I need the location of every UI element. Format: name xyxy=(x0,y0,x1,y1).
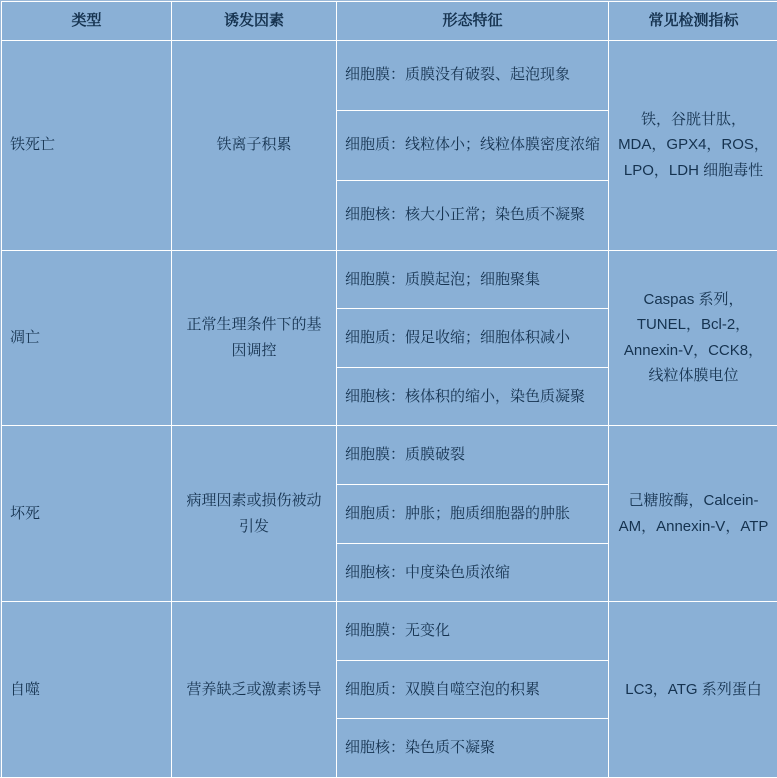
cell-trigger: 病理因素或损伤被动引发 xyxy=(172,426,337,602)
cell-markers: Caspas 系列，TUNEL，Bcl-2，Annexin-V，CCK8，线粒体膜电位 xyxy=(609,250,777,426)
cell-type: 自噬 xyxy=(2,602,172,778)
cell-morphology-cytoplasm: 细胞质：双膜自噬空泡的积累 xyxy=(337,660,609,719)
header-morphology: 形态特征 xyxy=(337,2,609,41)
cell-type: 凋亡 xyxy=(2,250,172,426)
cell-morphology-cytoplasm: 细胞质：假足收缩；细胞体积减小 xyxy=(337,309,609,368)
cell-type: 铁死亡 xyxy=(2,40,172,250)
cell-morphology-nucleus: 细胞核：核大小正常；染色质不凝聚 xyxy=(337,180,609,250)
cell-markers: LC3，ATG 系列蛋白 xyxy=(609,602,777,778)
cell-morphology-membrane: 细胞膜：质膜没有破裂、起泡现象 xyxy=(337,40,609,110)
header-markers: 常见检测指标 xyxy=(609,2,777,41)
cell-morphology-cytoplasm: 细胞质：线粒体小；线粒体膜密度浓缩 xyxy=(337,110,609,180)
cell-morphology-cytoplasm: 细胞质：肿胀；胞质细胞器的肿胀 xyxy=(337,484,609,543)
header-row xyxy=(2,2,777,41)
cell-trigger: 营养缺乏或激素诱导 xyxy=(172,602,337,778)
cell-trigger: 正常生理条件下的基因调控 xyxy=(172,250,337,426)
header-type: 类型 xyxy=(2,2,172,41)
cell-morphology-membrane: 细胞膜：质膜起泡；细胞聚集 xyxy=(337,250,609,309)
cell-type: 坏死 xyxy=(2,426,172,602)
cell-markers: 己糖胺酶，Calcein-AM，Annexin-V，ATP xyxy=(609,426,777,602)
cell-death-comparison-table xyxy=(1,1,777,778)
cell-trigger: 铁离子积累 xyxy=(172,40,337,250)
header-trigger: 诱发因素 xyxy=(172,2,337,41)
table-row xyxy=(2,250,777,309)
cell-morphology-nucleus: 细胞核：中度染色质浓缩 xyxy=(337,543,609,602)
cell-morphology-membrane: 细胞膜：无变化 xyxy=(337,602,609,661)
table-row xyxy=(2,40,777,110)
cell-morphology-nucleus: 细胞核：核体积的缩小，染色质凝聚 xyxy=(337,367,609,426)
table-row xyxy=(2,602,777,661)
cell-markers: 铁，谷胱甘肽，MDA，GPX4，ROS，LPO，LDH 细胞毒性 xyxy=(609,40,777,250)
cell-morphology-membrane: 细胞膜：质膜破裂 xyxy=(337,426,609,485)
table-body xyxy=(2,40,777,778)
cell-morphology-nucleus: 细胞核：染色质不凝聚 xyxy=(337,719,609,778)
table-header xyxy=(2,2,777,41)
table-row xyxy=(2,426,777,485)
